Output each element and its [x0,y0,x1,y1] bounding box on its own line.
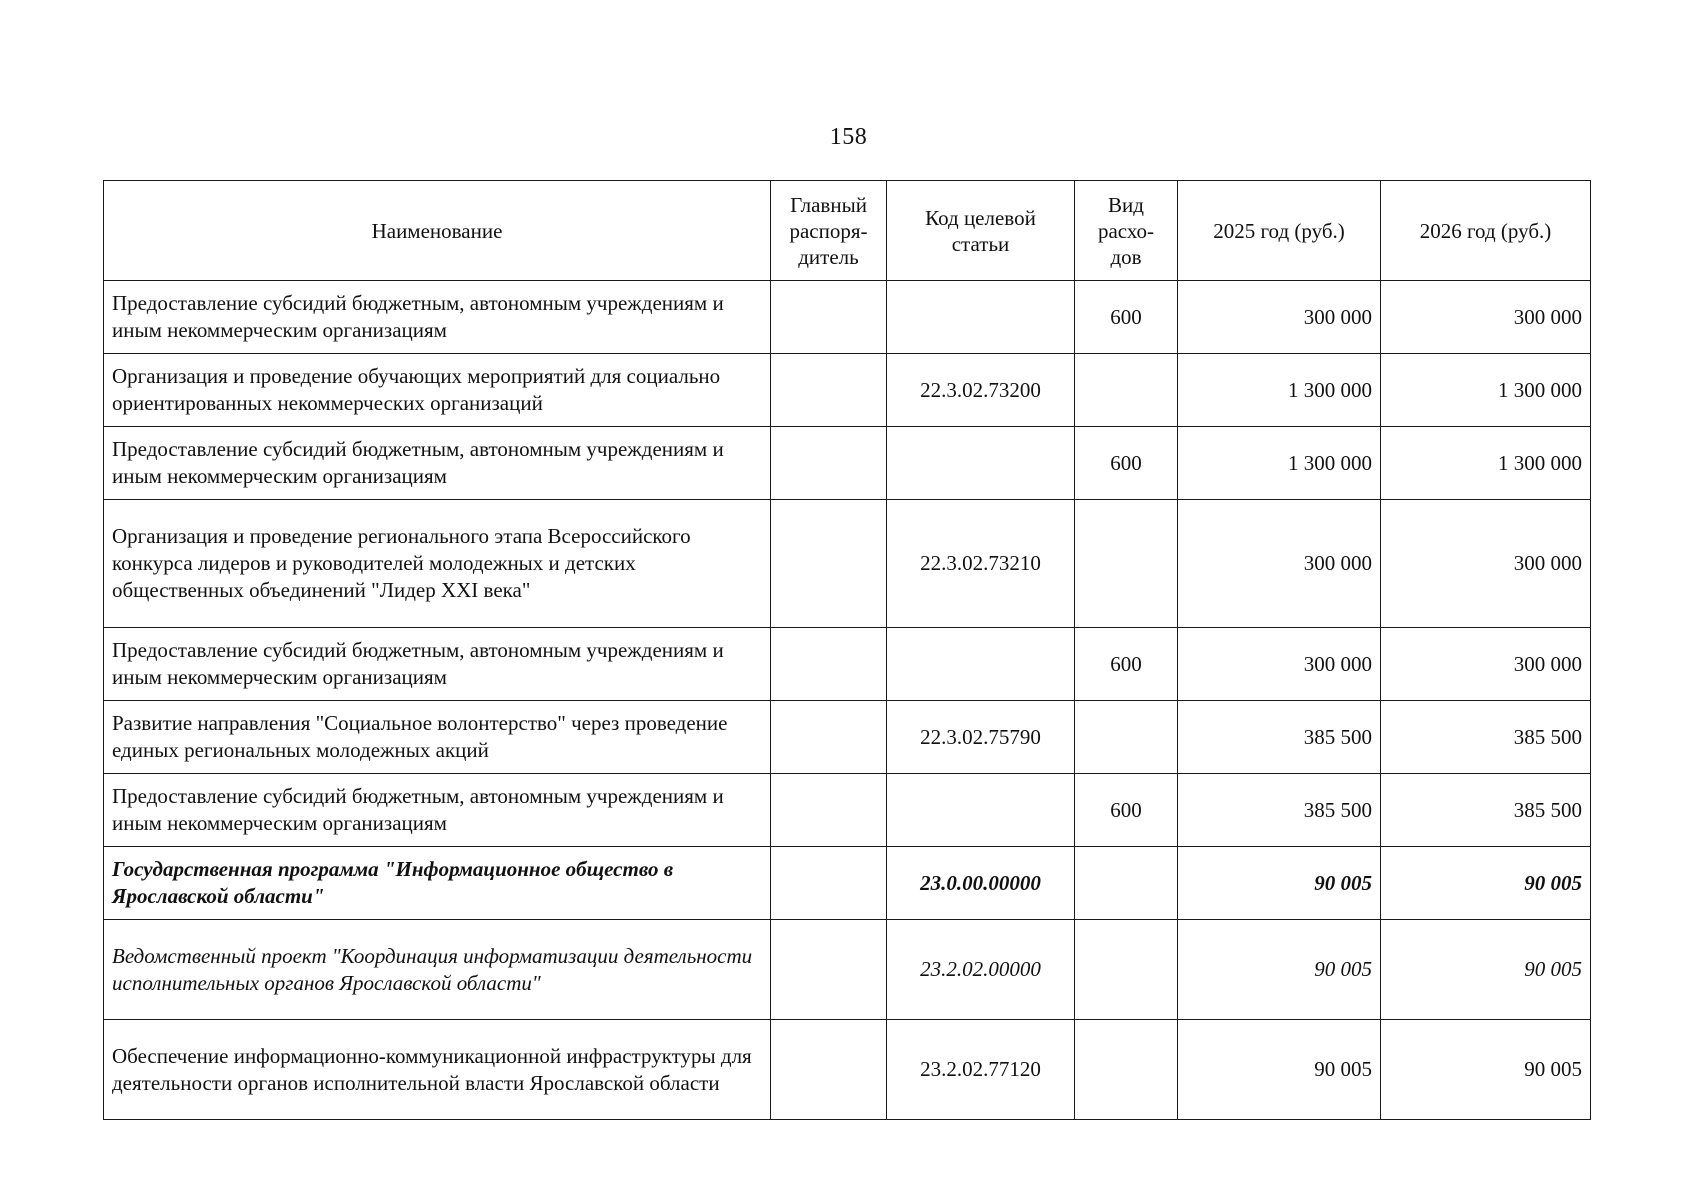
row-name: Предоставление субсидий бюджетным, автономным учреждениям и иным некоммерческим организациям [104,774,771,847]
row-manager [771,701,887,774]
row-amount-2025: 90 005 [1178,920,1381,1020]
row-expense-type: 600 [1075,281,1178,354]
row-amount-2026: 300 000 [1381,628,1591,701]
row-expense-type [1075,354,1178,427]
table-row [104,354,1591,427]
row-amount-2025: 90 005 [1178,1020,1381,1120]
table-row [104,920,1591,1020]
row-amount-2026: 300 000 [1381,281,1591,354]
row-name: Предоставление субсидий бюджетным, автономным учреждениям и иным некоммерческим организациям [104,628,771,701]
header-main-manager: Главный распоря-дитель [771,181,887,281]
row-manager [771,847,887,920]
row-amount-2026: 90 005 [1381,920,1591,1020]
row-code [887,281,1075,354]
row-name: Предоставление субсидий бюджетным, автономным учреждениям и иным некоммерческим организациям [104,281,771,354]
row-name: Развитие направления "Социальное волонтерство" через проведение единых региональных молодежных акций [104,701,771,774]
table-row [104,1020,1591,1120]
row-code [887,774,1075,847]
row-code: 22.3.02.73210 [887,500,1075,628]
header-year-2026: 2026 год (руб.) [1381,181,1591,281]
row-manager [771,354,887,427]
header-target-code: Код целевой статьи [887,181,1075,281]
row-name: Государственная программа "Информационное общество в Ярославской области" [104,847,771,920]
row-code: 23.2.02.00000 [887,920,1075,1020]
row-manager [771,774,887,847]
row-name: Организация и проведение обучающих мероприятий для социально ориентированных некоммерческих организаций [104,354,771,427]
row-amount-2025: 90 005 [1178,847,1381,920]
row-amount-2025: 385 500 [1178,774,1381,847]
row-manager [771,281,887,354]
row-name: Организация и проведение регионального этапа Всероссийского конкурса лидеров и руководителей молодежных и детских общественных объединений "Лидер XXI века" [104,500,771,628]
header-expense-type: Вид расхо-дов [1075,181,1178,281]
row-amount-2025: 385 500 [1178,701,1381,774]
row-code: 23.2.02.77120 [887,1020,1075,1120]
row-amount-2026: 1 300 000 [1381,427,1591,500]
page-number: 158 [829,124,868,150]
row-expense-type: 600 [1075,774,1178,847]
table-header [104,181,1591,281]
table-row [104,427,1591,500]
row-code [887,628,1075,701]
row-code: 22.3.02.73200 [887,354,1075,427]
row-code [887,427,1075,500]
row-amount-2026: 385 500 [1381,774,1591,847]
row-amount-2025: 300 000 [1178,628,1381,701]
row-amount-2026: 1 300 000 [1381,354,1591,427]
row-amount-2025: 1 300 000 [1178,354,1381,427]
table-row [104,281,1591,354]
row-expense-type [1075,920,1178,1020]
row-amount-2026: 90 005 [1381,847,1591,920]
table-row [104,701,1591,774]
row-manager [771,500,887,628]
row-manager [771,628,887,701]
table-row [104,500,1591,628]
row-expense-type: 600 [1075,628,1178,701]
row-expense-type [1075,500,1178,628]
row-manager [771,920,887,1020]
row-amount-2025: 1 300 000 [1178,427,1381,500]
row-amount-2025: 300 000 [1178,500,1381,628]
table-row [104,628,1591,701]
row-expense-type [1075,1020,1178,1120]
row-manager [771,427,887,500]
row-expense-type [1075,701,1178,774]
row-name: Обеспечение информационно-коммуникационной инфраструктуры для деятельности органов исполнительной власти Ярославской области [104,1020,771,1120]
row-expense-type [1075,847,1178,920]
budget-table [103,180,1591,1120]
table-row [104,774,1591,847]
row-amount-2026: 90 005 [1381,1020,1591,1120]
table-row [104,847,1591,920]
row-amount-2026: 385 500 [1381,701,1591,774]
row-amount-2025: 300 000 [1178,281,1381,354]
row-name: Предоставление субсидий бюджетным, автономным учреждениям и иным некоммерческим организациям [104,427,771,500]
row-name: Ведомственный проект "Координация информатизации деятельности исполнительных органов Ярославской области" [104,920,771,1020]
row-code: 23.0.00.00000 [887,847,1075,920]
row-manager [771,1020,887,1120]
header-name: Наименование [104,181,771,281]
header-year-2025: 2025 год (руб.) [1178,181,1381,281]
row-expense-type: 600 [1075,427,1178,500]
row-amount-2026: 300 000 [1381,500,1591,628]
row-code: 22.3.02.75790 [887,701,1075,774]
